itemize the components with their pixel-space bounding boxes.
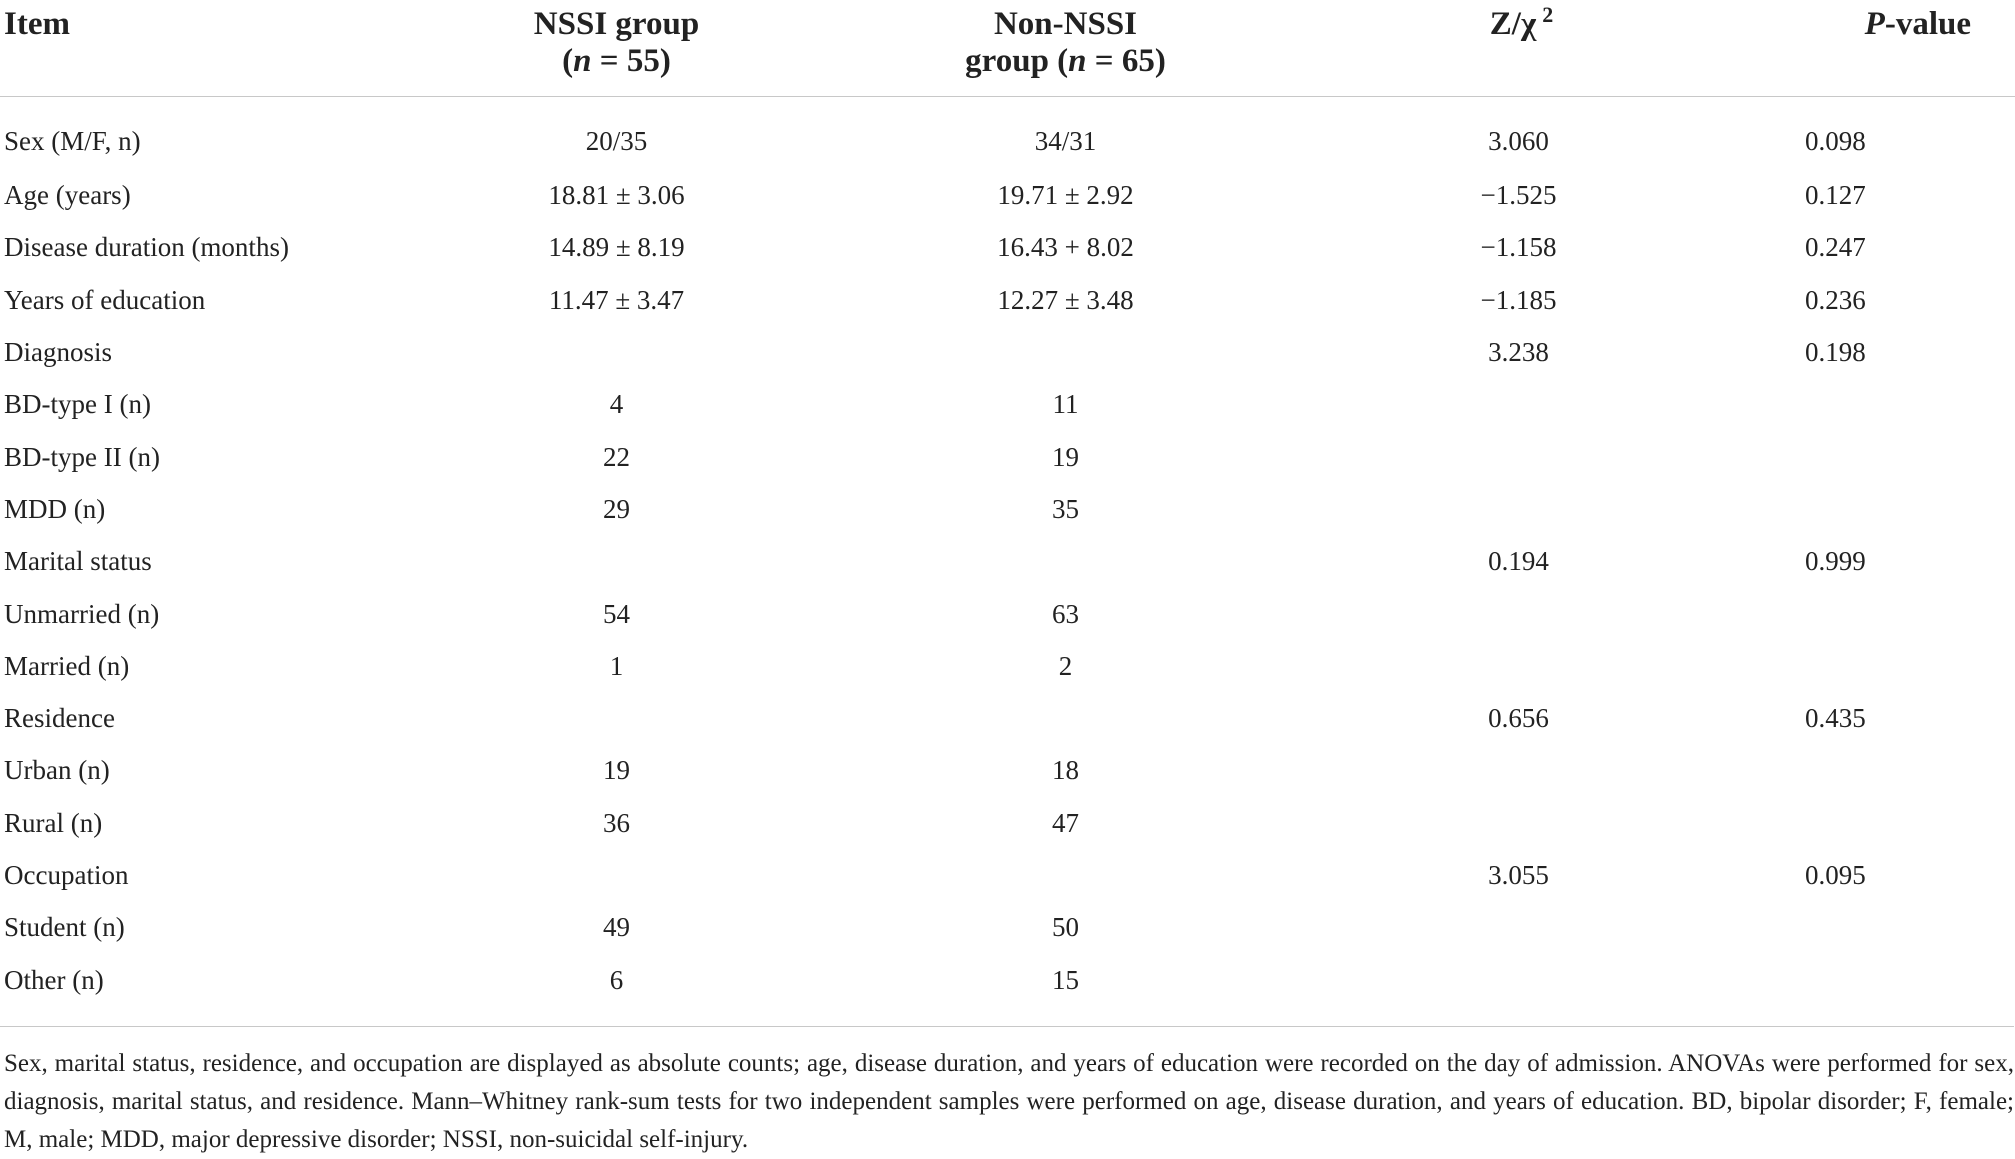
cell-item: MDD (n) [4, 493, 106, 524]
cell-non-nssi-value [763, 535, 1368, 587]
table-row [0, 483, 2015, 535]
header-row [0, 0, 2015, 97]
table-row [0, 535, 2015, 587]
cell-item: BD-type I (n) [4, 389, 151, 420]
table-row [0, 849, 2015, 901]
cell-item: Marital status [4, 546, 152, 577]
cell-p-value [1675, 587, 2015, 639]
cell-nssi-value [470, 535, 763, 587]
cell-nssi-value: 29 [603, 493, 630, 524]
table-row [0, 640, 2015, 692]
cell-nssi-value: 6 [609, 964, 624, 995]
cell-non-nssi-value: 19.71 ± 2.92 [997, 180, 1134, 211]
cell-p-value [1675, 378, 2015, 430]
header-non-nssi-group: Non-NSSI group (n = 65) [763, 0, 1368, 97]
cell-statistic: 3.055 [1488, 860, 1549, 890]
cell-statistic [1368, 744, 1675, 796]
cell-nssi-value [470, 849, 763, 901]
cell-nssi-value [470, 692, 763, 744]
table-row [0, 326, 2015, 378]
cell-p-value: 0.198 [1805, 337, 1866, 368]
cell-statistic [1368, 640, 1675, 692]
cell-statistic: −1.525 [1480, 180, 1557, 211]
cell-item: Occupation [4, 860, 129, 890]
table-row [0, 744, 2015, 796]
cell-statistic [1368, 378, 1675, 430]
table-row [0, 274, 2015, 326]
cell-item: Sex (M/F, n) [4, 126, 141, 156]
cell-p-value: 0.247 [1805, 232, 1866, 263]
cell-item: Age (years) [4, 180, 131, 211]
cell-item: Disease duration (months) [4, 232, 289, 263]
cell-item: BD-type II (n) [4, 441, 160, 472]
table-row [0, 221, 2015, 273]
cell-statistic [1368, 483, 1675, 535]
cell-non-nssi-value: 15 [1052, 964, 1079, 995]
cell-nssi-value: 1 [609, 650, 624, 681]
cell-non-nssi-value: 12.27 ± 3.48 [997, 284, 1134, 315]
cell-statistic: 3.060 [1488, 126, 1549, 156]
cell-item: Student (n) [4, 912, 125, 943]
table-row [0, 587, 2015, 639]
table-row [0, 901, 2015, 953]
cell-item: Diagnosis [4, 337, 112, 368]
cell-item: Unmarried (n) [4, 598, 160, 629]
cell-statistic: 3.238 [1488, 337, 1549, 368]
cell-p-value [1675, 640, 2015, 692]
cell-nssi-value: 36 [603, 807, 630, 838]
cell-nssi-value: 11.47 ± 3.47 [548, 284, 685, 315]
cell-statistic [1368, 953, 1675, 1005]
cell-non-nssi-value: 11 [1052, 389, 1079, 420]
header-p-value: P-value [1675, 0, 2015, 97]
cell-p-value: 0.098 [1805, 126, 1866, 156]
cell-non-nssi-value [763, 692, 1368, 744]
cell-nssi-value: 20/35 [585, 126, 648, 156]
cell-item: Rural (n) [4, 807, 103, 838]
cell-nssi-value: 14.89 ± 8.19 [548, 232, 685, 263]
cell-non-nssi-value: 35 [1052, 493, 1079, 524]
cell-nssi-value: 4 [609, 389, 624, 420]
cell-non-nssi-value: 19 [1052, 441, 1079, 472]
table-row [0, 692, 2015, 744]
cell-p-value: 0.999 [1805, 546, 1866, 577]
table-row [0, 97, 2015, 170]
cell-statistic: −1.158 [1480, 232, 1557, 263]
table-row [0, 797, 2015, 849]
cell-p-value: 0.127 [1805, 180, 1866, 211]
cell-item: Other (n) [4, 964, 104, 995]
cell-p-value [1675, 483, 2015, 535]
cell-non-nssi-value: 18 [1052, 755, 1079, 786]
table-row [0, 378, 2015, 430]
cell-nssi-value: 18.81 ± 3.06 [548, 180, 685, 211]
table-row [0, 953, 2015, 1005]
table-footnote: Sex, marital status, residence, and occupation are displayed as absolute counts; age, disease duration, and years of education were recorded on the day of admission. ANOVAs were performed for sex, diagnosis, marital status, and residence. Mann–Whitney rank-sum tests for two independent samples were performed on age, disease duration, and years of education. BD, bipolar disorder; F, female; M, male; MDD, major depressive disorder; NSSI, non-suicidal self-injury. [0, 1026, 2014, 1159]
cell-p-value: 0.236 [1805, 284, 1866, 315]
header-item: Item [0, 0, 470, 97]
cell-p-value: 0.095 [1805, 860, 1866, 890]
cell-nssi-value: 49 [603, 912, 630, 943]
cell-non-nssi-value: 47 [1052, 807, 1079, 838]
cell-p-value [1675, 797, 2015, 849]
cell-item: Residence [4, 703, 115, 734]
cell-non-nssi-value: 16.43 + 8.02 [997, 232, 1134, 263]
cell-p-value [1675, 430, 2015, 482]
cell-statistic [1368, 587, 1675, 639]
cell-statistic [1368, 901, 1675, 953]
cell-p-value [1675, 953, 2015, 1005]
table-header [0, 0, 2015, 97]
cell-nssi-value [470, 326, 763, 378]
cell-statistic: −1.185 [1480, 284, 1557, 315]
cell-non-nssi-value [763, 326, 1368, 378]
cell-non-nssi-value: 50 [1052, 912, 1079, 943]
cell-non-nssi-value: 34/31 [1034, 126, 1097, 156]
cell-non-nssi-value: 63 [1052, 598, 1079, 629]
cell-p-value: 0.435 [1805, 703, 1866, 734]
cell-nssi-value: 22 [603, 441, 630, 472]
header-statistic: Z/χ $^2$ [1368, 0, 1675, 97]
cell-item: Urban (n) [4, 755, 110, 786]
cell-nssi-value: 54 [603, 598, 630, 629]
cell-statistic: 0.194 [1488, 546, 1549, 577]
cell-item: Married (n) [4, 650, 130, 681]
table-body [0, 97, 2015, 1006]
table-row [0, 430, 2015, 482]
header-nssi-group: NSSI group (n = 55) [470, 0, 763, 97]
table-row [0, 169, 2015, 221]
cell-statistic: 0.656 [1488, 703, 1549, 734]
cell-statistic [1368, 797, 1675, 849]
cell-non-nssi-value: 2 [1058, 650, 1073, 681]
cell-p-value [1675, 744, 2015, 796]
cell-nssi-value: 19 [603, 755, 630, 786]
cell-p-value [1675, 901, 2015, 953]
cell-non-nssi-value [763, 849, 1368, 901]
cell-item: Years of education [4, 284, 206, 315]
cell-statistic [1368, 430, 1675, 482]
